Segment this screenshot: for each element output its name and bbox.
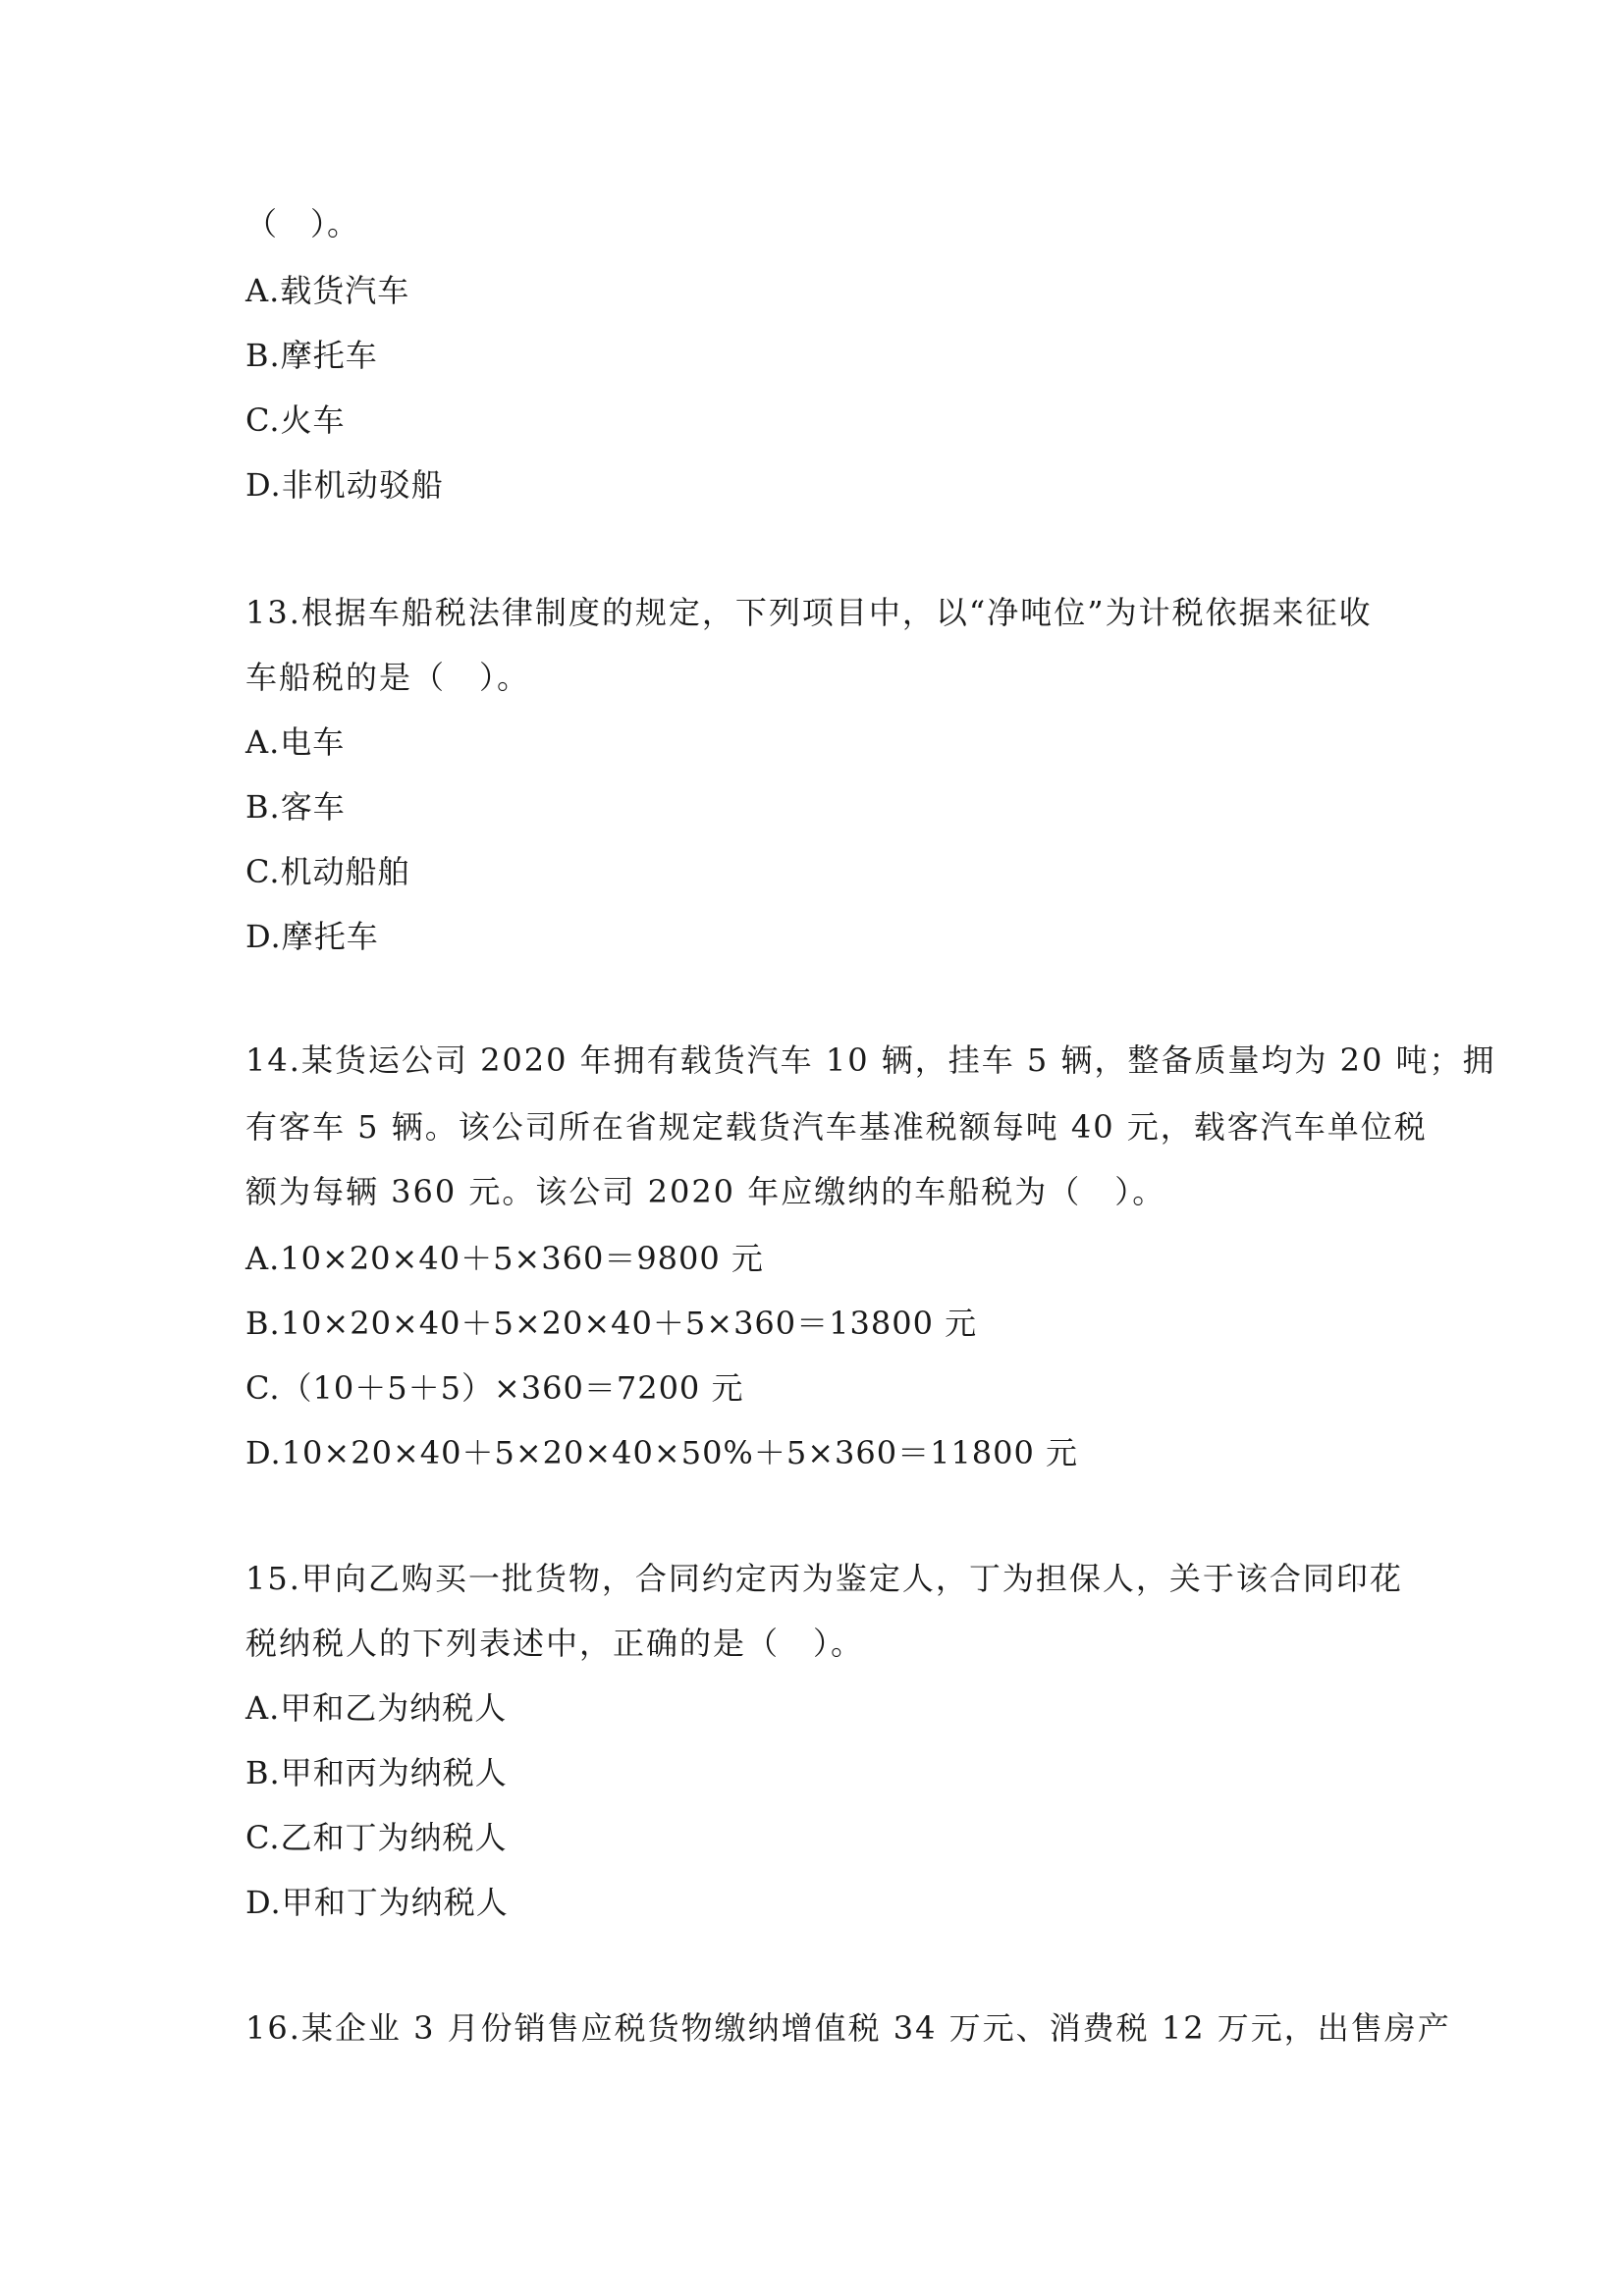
question-stem-line: 13.根据车船税法律制度的规定，下列项目中，以“净吨位”为计税依据来征收 [245, 594, 1373, 631]
question-stem-line: 16.某企业 3 月份销售应税货物缴纳增值税 34 万元、消费税 12 万元，出售房产 [245, 2009, 1451, 2047]
option-b: B.摩托车 [245, 337, 378, 374]
option-b: B.甲和丙为纳税人 [245, 1754, 508, 1791]
option-b: B.客车 [245, 788, 346, 826]
option-d: D.10×20×40＋5×20×40×50%＋5×360＝11800 元 [245, 1434, 1079, 1471]
option-b: B.10×20×40＋5×20×40＋5×360＝13800 元 [245, 1305, 978, 1342]
question-stem-line: 14.某货运公司 2020 年拥有载货汽车 10 辆，挂车 5 辆，整备质量均为 20 吨；拥 [245, 1041, 1496, 1079]
question-stem-line: 额为每辆 360 元。该公司 2020 年应缴纳的车船税为（ ）。 [245, 1173, 1166, 1210]
question-stem-line: 车船税的是（ ）。 [245, 659, 531, 696]
question-stem-line: 有客车 5 辆。该公司所在省规定载货汽车基准税额每吨 40 元，载客汽车单位税 [245, 1108, 1428, 1146]
option-d: D.甲和丁为纳税人 [245, 1884, 509, 1921]
option-a: A.甲和乙为纳税人 [245, 1689, 508, 1727]
question-stem-line: 税纳税人的下列表述中，正确的是（ ）。 [245, 1625, 865, 1662]
option-a: A.10×20×40＋5×360＝9800 元 [245, 1240, 764, 1277]
option-a: A.电车 [245, 723, 346, 761]
option-a: A.载货汽车 [245, 272, 410, 309]
option-c: C.机动船舶 [245, 853, 410, 890]
option-d: D.摩托车 [245, 918, 379, 955]
option-c: C.乙和丁为纳税人 [245, 1819, 508, 1856]
option-c: C.（10＋5＋5）×360＝7200 元 [245, 1369, 744, 1407]
option-d: D.非机动驳船 [245, 466, 444, 504]
question-stem-line: 15.甲向乙购买一批货物，合同约定丙为鉴定人，丁为担保人，关于该合同印花 [245, 1560, 1403, 1597]
option-c: C.火车 [245, 401, 346, 439]
question-stem-tail: （ ）。 [245, 205, 360, 242]
